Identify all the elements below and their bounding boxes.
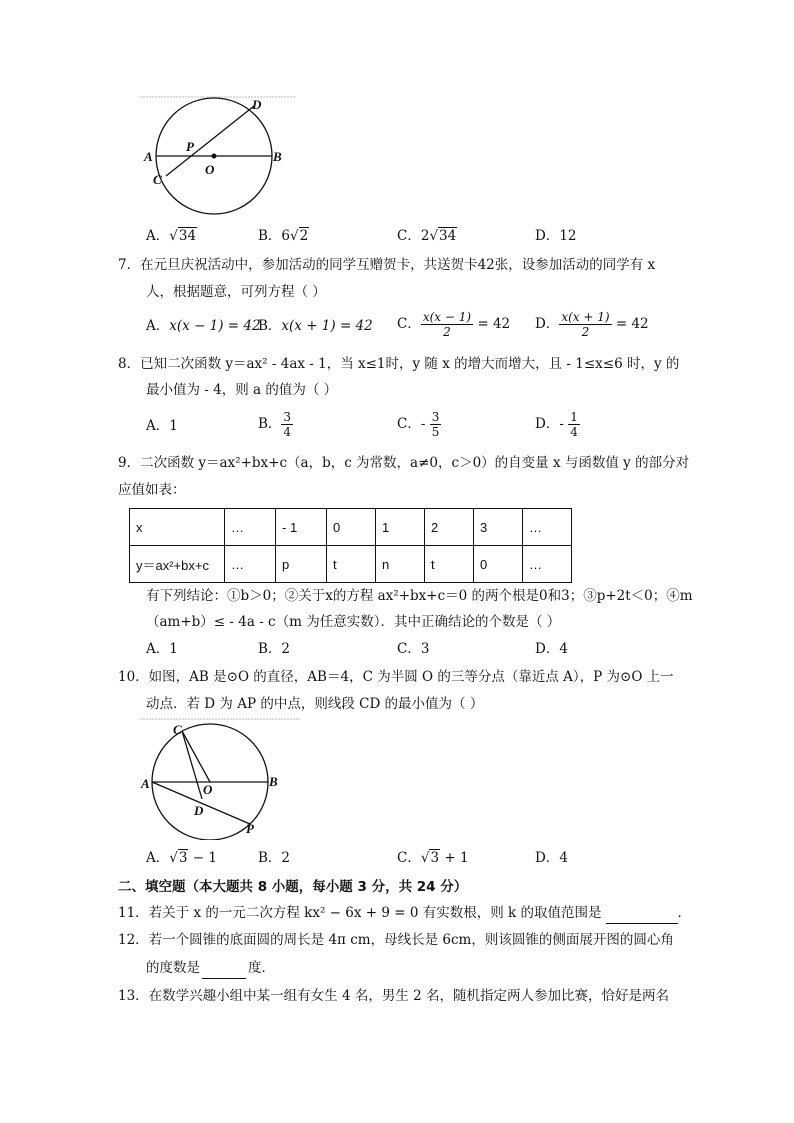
table-cell: … — [523, 546, 572, 583]
label-p: P — [246, 821, 254, 836]
label-a: A — [141, 776, 150, 791]
table-cell: … — [523, 509, 572, 546]
label-p: P — [186, 139, 194, 154]
table-cell: 0 — [474, 546, 523, 583]
q9-option-b: B．2 — [258, 641, 291, 657]
q7-option-d: D． $\frac{x(x + 1)}{2}$ = 42 — [535, 310, 649, 339]
table-cell: n — [376, 546, 425, 583]
table-cell: t — [327, 546, 376, 583]
q8-option-a: A．1 — [146, 418, 178, 434]
q13-stem-line1: 13．在数学兴趣小组中某一组有女生 4 名，男生 2 名，随机指定两人参加比赛，恰好是两名 — [118, 988, 670, 1004]
label-b: B — [269, 774, 278, 789]
q11-answer-blank[interactable] — [606, 903, 678, 924]
q7-option-b: B．x(x + 1) = 42 — [258, 318, 373, 334]
q6-option-d: D．12 — [535, 228, 577, 244]
table-cell: - 1 — [276, 509, 327, 546]
label-o: O — [203, 782, 213, 797]
q8-option-b: B． $\frac{3}{4}$ — [258, 410, 292, 439]
q12-stem-line1: 12．若一个圆锥的底面圆的周长是 4π cm，母线长是 6cm，则该圆锥的侧面展开图的圆心角 — [118, 932, 674, 948]
label-d: D — [194, 803, 204, 818]
q6-option-c: C．2√34 — [397, 228, 457, 244]
q9-conclusions-line2: （am+b）≤ - 4a - c（m 为任意实数）．其中正确结论的个数是（ ） — [146, 614, 561, 630]
table-cell: t — [425, 546, 474, 583]
table-row — [130, 546, 572, 583]
label-c: C — [153, 172, 162, 187]
table-cell: p — [276, 546, 327, 583]
q8-stem-line1: 8．已知二次函数 y＝ax² - 4ax - 1，当 x≤1时，y 随 x 的增大而增大，且 - 1≤x≤6 时，y 的 — [118, 356, 680, 372]
value-table — [129, 508, 572, 583]
q10-option-b: B．2 — [258, 850, 291, 866]
q8-stem-line2: 最小值为 - 4，则 a 的值为（ ） — [146, 382, 338, 398]
q8-option-d: D．- $\frac{1}{4}$ — [535, 410, 578, 439]
circle-figure-2 — [140, 716, 310, 840]
table-cell: 2 — [425, 509, 474, 546]
q9-option-c: C．3 — [397, 641, 430, 657]
label-d: D — [252, 97, 262, 112]
label-b: B — [273, 149, 282, 164]
q10-option-d: D．4 — [535, 850, 568, 866]
table-row — [130, 509, 572, 546]
q10-option-c: C．√3 + 1 — [397, 850, 469, 866]
q10-option-a: A．√3 − 1 — [146, 850, 217, 866]
label-a: A — [144, 149, 153, 164]
q7-option-a: A．x(x − 1) = 42 — [146, 318, 261, 334]
q7-stem-line2: 人，根据题意，可列方程（ ） — [146, 284, 326, 300]
q10-stem-line2: 动点．若 D 为 AP 的中点，则线段 CD 的最小值为（ ） — [146, 696, 484, 712]
segment-cd — [182, 731, 202, 799]
center-point — [212, 154, 217, 159]
q6-option-a: A．√34 — [146, 228, 197, 244]
q11-stem: 11．若关于 x 的一元二次方程 kx² − 6x + 9 = 0 有实数根，则 k 的取值范围是 ． — [118, 903, 691, 924]
table-cell: … — [225, 546, 276, 583]
q10-stem-line1: 10．如图，AB 是⊙O 的直径，AB＝4，C 为半圆 O 的三等分点（靠近点 A），P 为⊙O 上一 — [118, 669, 674, 685]
q6-option-b: B．6√2 — [258, 228, 309, 244]
circle-figure-1 — [140, 94, 300, 218]
q9-stem-line2: 应值如表： — [118, 482, 186, 498]
q9-conclusions-line1: 有下列结论：①b＞0；②关于x的方程 ax²+bx+c＝0 的两个根是0和3；③p+2t＜0；④m — [146, 588, 693, 604]
q9-option-d: D．4 — [535, 641, 568, 657]
q12-answer-blank[interactable] — [202, 958, 246, 979]
q7-option-c: C． $\frac{x(x - 1)}{2}$ = 42 — [397, 310, 511, 339]
label-c: C — [173, 722, 182, 737]
label-o: O — [205, 162, 215, 177]
section-heading: 二、填空题（本大题共 8 小题，每小题 3 分，共 24 分） — [118, 879, 468, 895]
q8-option-c: C．- $\frac{3}{5}$ — [397, 410, 440, 439]
q9-stem-line1: 9．二次函数 y＝ax²+bx+c（a，b，c 为常数，a≠0，c＞0）的自变量 x 与函数值 y 的部分对 — [118, 455, 690, 471]
segment-co — [182, 731, 210, 782]
table-cell: 3 — [474, 509, 523, 546]
q9-option-a: A．1 — [146, 641, 178, 657]
table-cell: x — [130, 509, 225, 546]
table-cell: y＝ax²+bx+c — [130, 546, 225, 583]
table-cell: 0 — [327, 509, 376, 546]
q12-stem-line2: 的度数是 度． — [146, 958, 275, 979]
table-cell: 1 — [376, 509, 425, 546]
q7-stem-line1: 7．在元旦庆祝活动中，参加活动的同学互赠贺卡，共送贺卡42张，设参加活动的同学有 x — [118, 257, 656, 273]
table-cell: … — [225, 509, 276, 546]
